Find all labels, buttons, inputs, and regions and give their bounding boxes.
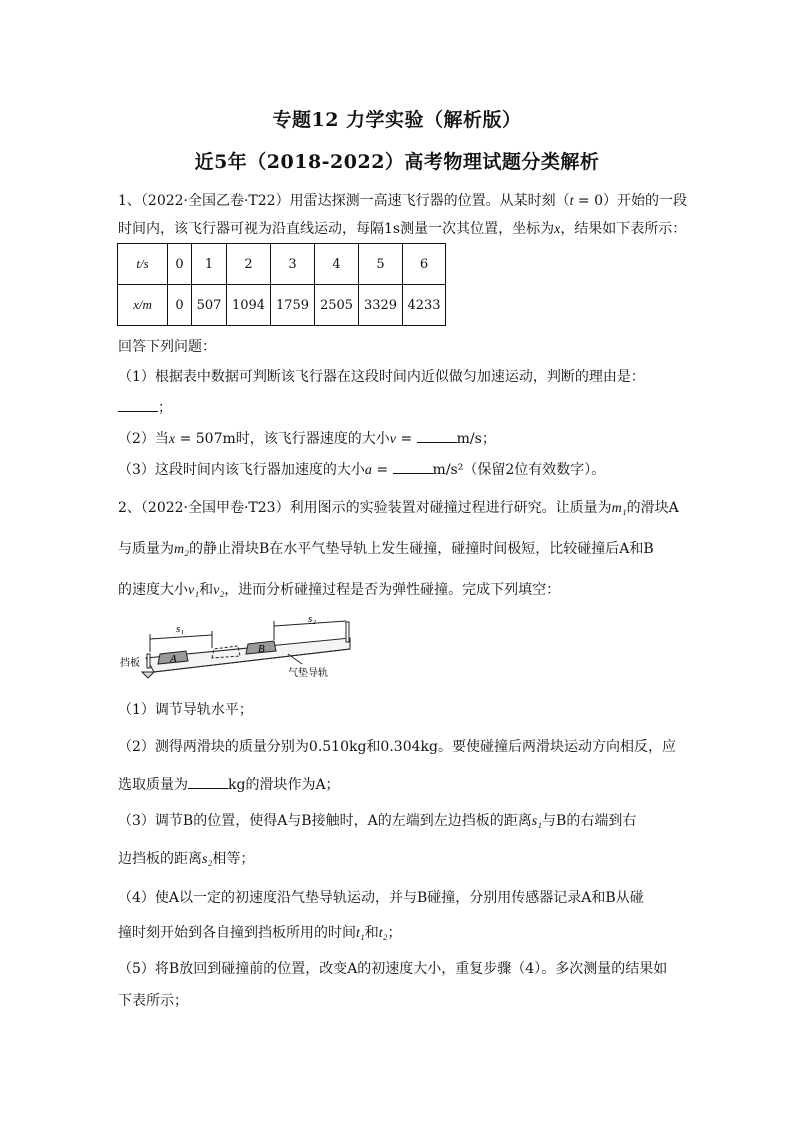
- label-b: B: [258, 643, 265, 655]
- answer-blank[interactable]: [393, 461, 433, 474]
- q1-prompt: 回答下列问题：: [118, 339, 216, 355]
- table-cell: 6: [403, 244, 446, 285]
- q2-line-3: 的速度大小v₁和v₂，进而分析碰撞过程是否为弹性碰撞。完成下列填空：: [118, 582, 561, 598]
- table-cell: 5: [359, 244, 403, 285]
- q2-step-1: （1）调节导轨水平；: [118, 702, 253, 718]
- table-cell: 1094: [227, 285, 271, 326]
- q1-sub-3: （3）这段时间内该飞行器加速度的大小a = m/s²（保留2位有效数字）。: [118, 462, 606, 478]
- q1-sub-2: （2）当x = 507m时，该飞行器速度的大小v = m/s；: [118, 431, 496, 447]
- table-cell: 3329: [359, 285, 403, 326]
- q2-step-4a: （4）使A以一定的初速度沿气垫导轨运动，并与B碰撞，分别用传感器记录A和B从碰: [118, 890, 644, 906]
- right-baffle: [346, 622, 349, 642]
- s1-dimension: [150, 635, 212, 639]
- table-cell: 0: [168, 244, 192, 285]
- q1-sub-1-answer: ；: [118, 397, 676, 417]
- table-cell: 2: [227, 244, 271, 285]
- q1-data-table: [117, 243, 446, 326]
- q2-step-5a: （5）将B放回到碰撞前的位置，改变A的初速度大小，重复步骤（4）。多次测量的结果如: [118, 961, 668, 977]
- left-baffle: [147, 654, 150, 668]
- q1-line-2: 时间内，该飞行器可视为沿直线运动，每隔1s测量一次其位置，坐标为x，结果如下表所示：: [118, 221, 687, 237]
- left-stand: [142, 672, 154, 678]
- table-cell: 1759: [271, 285, 315, 326]
- q2-line-1: 2、（2022·全国甲卷·T23）利用图示的实验装置对碰撞过程进行研究。让质量为m₁的滑块A: [118, 500, 679, 516]
- q2-line-2: 与质量为m₂的静止滑块B在水平气垫导轨上发生碰撞，碰撞时间极短，比较碰撞后A和B: [118, 541, 654, 557]
- answer-blank[interactable]: [118, 399, 158, 412]
- page-title: 专题12 力学实验（解析版）: [272, 109, 522, 131]
- label-track: 气垫导轨: [288, 668, 328, 679]
- table-cell: 1: [192, 244, 227, 285]
- table-row-x: [118, 285, 446, 326]
- table-cell: 4233: [403, 285, 446, 326]
- q2-step-2b: 选取质量为 kg的滑块作为A；: [118, 777, 340, 793]
- q2-step-2a: （2）测得两滑块的质量分别为0.510kg和0.304kg。要使碰撞后两滑块运动方向相反，应: [118, 739, 676, 755]
- label-s1: s₁: [176, 623, 185, 635]
- table-row-label: t/s: [118, 244, 168, 285]
- table-row-t: [118, 244, 446, 285]
- table-cell: 0: [168, 285, 192, 326]
- table-cell: 4: [315, 244, 359, 285]
- answer-blank[interactable]: [188, 776, 228, 789]
- table-cell: 3: [271, 244, 315, 285]
- q2-step-3a: （3）调节B的位置，使得A与B接触时，A的左端到左边挡板的距离s₁与B的右端到右: [118, 813, 637, 829]
- label-a: A: [170, 653, 177, 665]
- q1-line-1: 1、（2022·全国乙卷·T22）用雷达探测一高速飞行器的位置。从某时刻（t = 0）开始的一段: [118, 193, 688, 209]
- q1-sub-1: （1）根据表中数据可判断该飞行器在这段时间内近似做匀加速运动，判断的理由是：: [118, 369, 645, 385]
- air-track-figure: [118, 614, 358, 686]
- table-cell: 2505: [315, 285, 359, 326]
- table-cell: 507: [192, 285, 227, 326]
- label-baffle: 挡板: [120, 658, 140, 669]
- answer-blank[interactable]: [417, 430, 457, 443]
- label-s2: s₂: [308, 614, 317, 625]
- table-row-label: x/m: [118, 285, 168, 326]
- page-subtitle: 近5年（2018-2022）高考物理试题分类解析: [194, 151, 600, 173]
- q2-step-5b: 下表所示；: [118, 993, 188, 1009]
- q2-step-3b: 边挡板的距离s₂相等；: [118, 851, 255, 867]
- q2-step-4b: 撞时刻开始到各自撞到挡板所用的时间t₁和t₂；: [118, 925, 402, 941]
